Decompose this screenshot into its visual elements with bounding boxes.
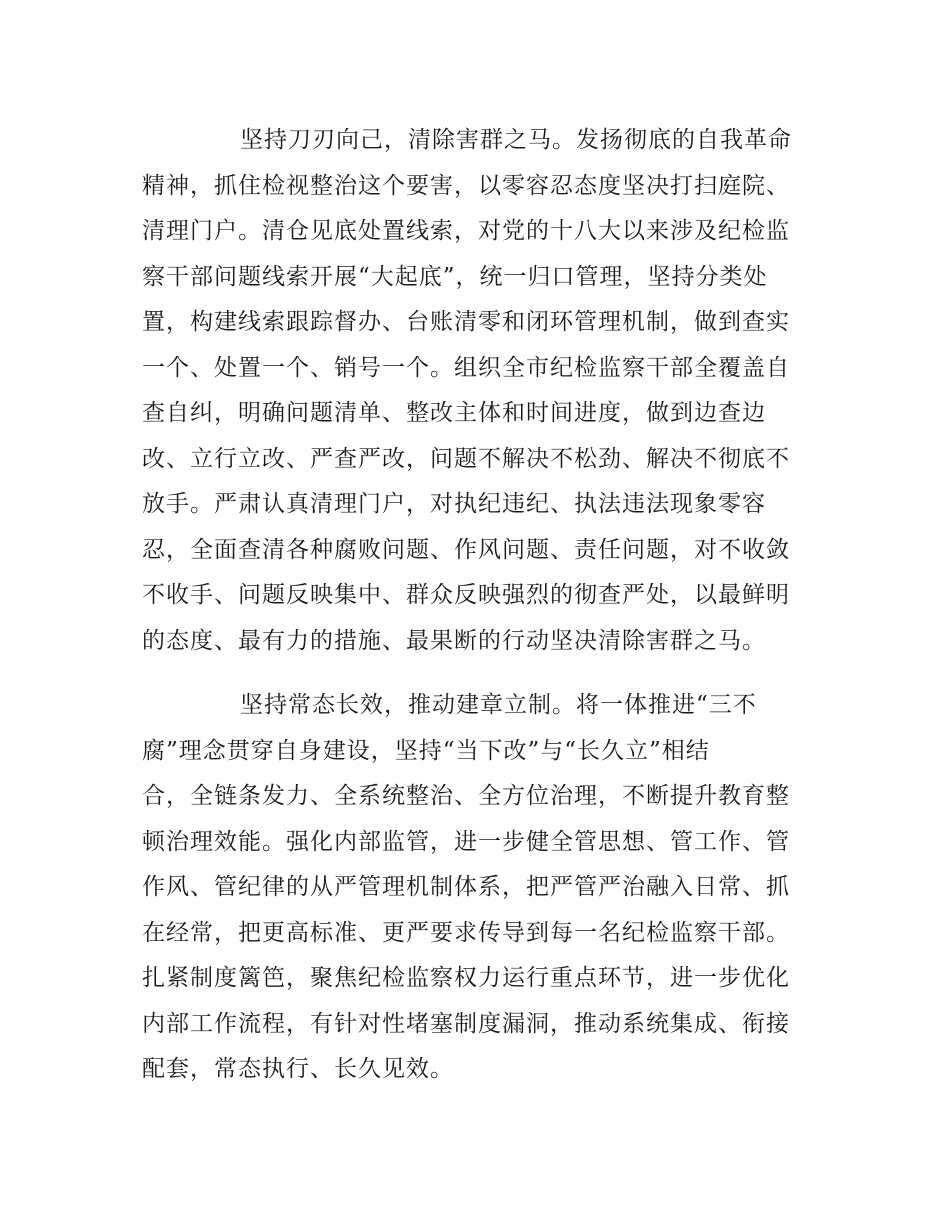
paragraph-2-line-3: 合，全链条发力、全系统整治、全方位治理，不断提升教育整 xyxy=(142,783,790,809)
paragraph-2-line-2: 腐”理念贯穿自身建设，坚持“当下改”与“长久立”相结 xyxy=(142,737,710,764)
paragraph-1-line-4: 察干部问题线索开展“大起底”，统一归口管理，坚持分类处 xyxy=(142,263,768,290)
paragraph-2-line-6: 在经常，把更高标准、更严要求传导到每一名纪检监察干部。 xyxy=(142,919,790,946)
paragraph-1-line-7: 查自纠，明确问题清单、整改主体和时间进度，做到边查边 xyxy=(142,400,766,426)
paragraph-2-line-7: 扎紧制度篱笆，聚焦纪检监察权力运行重点环节，进一步优化 xyxy=(142,965,790,991)
paragraph-1-line-3: 清理门户。清仓见底处置线索，对党的十八大以来涉及纪检监 xyxy=(142,218,790,244)
paragraph-1-line-10: 忍，全面查清各种腐败问题、作风问题、责任问题，对不收敛 xyxy=(142,536,790,563)
paragraph-1-line-8: 改、立行立改、严查严改，问题不解决不松劲、解决不彻底不 xyxy=(142,445,790,472)
paragraph-1-line-12: 的态度、最有力的措施、最果断的行动坚决清除害群之马。 xyxy=(142,627,766,654)
paragraph-1-line-5: 置，构建线索跟踪督办、台账清零和闭环管理机制，做到查实 xyxy=(142,309,790,335)
paragraph-2-line-9: 配套，常态执行、长久见效。 xyxy=(142,1056,454,1082)
paragraph-2-line-1: 坚持常态长效，推动建章立制。将一体推进“三不 xyxy=(240,692,757,718)
paragraph-1-line-1: 坚持刀刃向己，清除害群之马。发扬彻底的自我革命 xyxy=(240,127,792,153)
paragraph-1-line-6: 一个、处置一个、销号一个。组织全市纪检监察干部全覆盖自 xyxy=(142,354,790,381)
paragraph-2-line-8: 内部工作流程，有针对性堵塞制度漏洞，推动系统集成、衔接 xyxy=(142,1010,790,1037)
paragraph-1-line-9: 放手。严肃认真清理门户，对执纪违纪、执法违法现象零容 xyxy=(142,491,766,517)
paragraph-2-line-4: 顿治理效能。强化内部监管，进一步健全管思想、管工作、管 xyxy=(142,828,790,855)
paragraph-1 xyxy=(142,118,812,664)
paragraph-2 xyxy=(142,683,812,1093)
paragraph-1-line-2: 精神，抓住检视整治这个要害，以零容忍态度坚决打扫庭院、 xyxy=(142,172,790,199)
paragraph-1-line-11: 不收手、问题反映集中、群众反映强烈的彻查严处，以最鲜明 xyxy=(142,582,790,608)
paragraph-2-line-5: 作风、管纪律的从严管理机制体系，把严管严治融入日常、抓 xyxy=(142,874,790,900)
